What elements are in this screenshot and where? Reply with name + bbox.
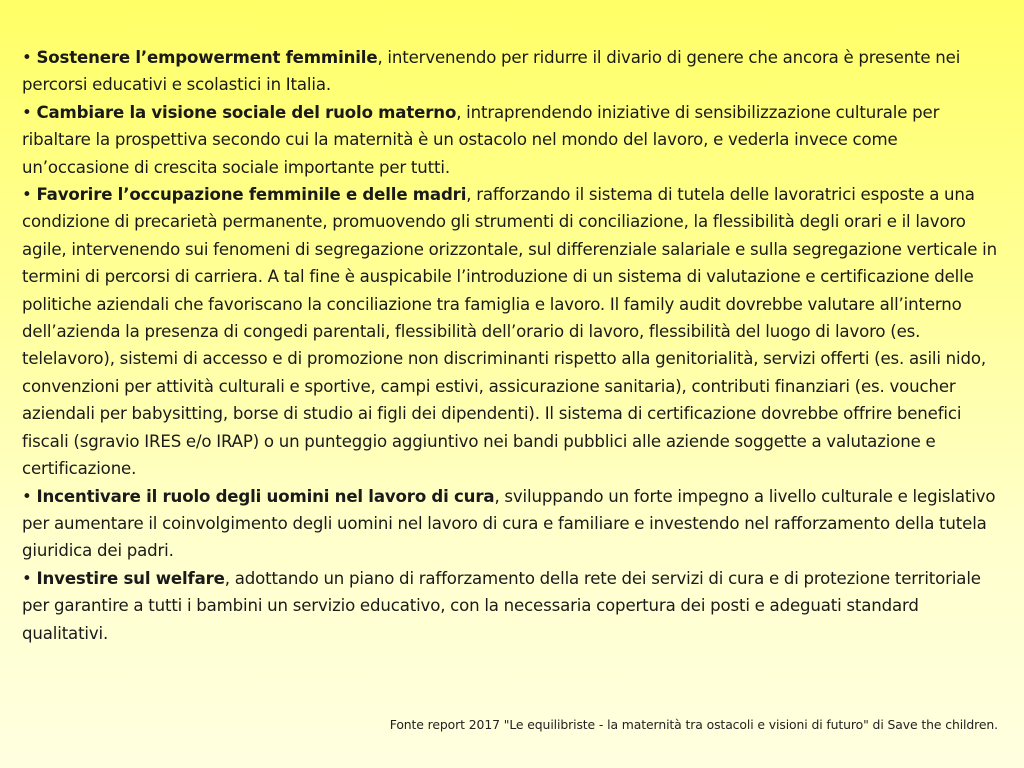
- source-citation: Fonte report 2017 "Le equilibriste - la maternità tra ostacoli e visioni di futuro" di Save the children.: [389, 717, 998, 732]
- bullet-item: [22, 181, 1007, 482]
- bullet-title: Investire sul welfare: [36, 568, 225, 588]
- bullet-item: [22, 44, 1007, 99]
- bullet-item: [22, 483, 1007, 565]
- bullet-marker: •: [22, 102, 32, 122]
- slide-body: [22, 44, 1007, 647]
- bullet-marker: •: [22, 568, 32, 588]
- bullet-marker: •: [22, 185, 32, 205]
- bullet-text: , intervenendo per ridurre il divario di genere che ancora è presente nei percorsi educativi e scolastici in Italia.: [22, 48, 961, 95]
- bullet-text: , adottando un piano di rafforzamento della rete dei servizi di cura e di protezione territoriale per garantire a tutti i bambini un servizio educativo, con la necessaria copertura dei posti e adeguati standard qualitativi.: [22, 568, 981, 643]
- bullet-marker: •: [22, 48, 32, 67]
- bullet-title: Incentivare il ruolo degli uomini nel lavoro di cura: [36, 486, 495, 506]
- bullet-marker: •: [22, 486, 32, 506]
- bullet-title: Favorire l’occupazione femminile e delle madri: [36, 185, 467, 205]
- bullet-title: Cambiare la visione sociale del ruolo materno: [36, 102, 457, 122]
- bullet-item: [22, 99, 1007, 181]
- bullet-item: [22, 565, 1007, 647]
- bullet-title: Sostenere l’empowerment femminile: [36, 48, 378, 67]
- bullet-text: , sviluppando un forte impegno a livello culturale e legislativo per aumentare il coinvolgimento degli uomini nel lavoro di cura e familiare e investendo nel rafforzamento della tutela giuridica dei padri.: [22, 486, 996, 561]
- bullet-text: , intraprendendo iniziative di sensibilizzazione culturale per ribaltare la prospettiva secondo cui la maternità è un ostacolo nel mondo del lavoro, e vederla invece come un’occasione di crescita sociale importante per tutti.: [22, 102, 940, 177]
- bullet-text: , rafforzando il sistema di tutela delle lavoratrici esposte a una condizione di precarietà permanente, promuovendo gli strumenti di conciliazione, la flessibilità degli orari e il lavoro agile, intervenendo sui fenomeni di segregazione orizzontale, sul differenziale salariale e sulla segregazione verticale in termini di percorsi di carriera. A tal fine è auspicabile l’introduzione di un sistema di valutazione e certificazione delle politiche aziendali che favoriscano la conciliazione tra famiglia e lavoro. Il family audit dovrebbe valutare all’interno dell’azienda la presenza di congedi parentali, flessibilità dell’orario di lavoro, flessibilità del luogo di lavoro (es. telelavoro), sistemi di accesso e di promozione non discriminanti rispetto alla genitorialità, servizi offerti (es. asili nido, convenzioni per attività culturali e sportive, campi estivi, assicurazione sanitaria), contributi finanziari (es. voucher aziendali per babysitting, borse di studio ai figli dei dipendenti). Il sistema di certificazione dovrebbe offrire benefici fiscali (sgravio IRES e/o IRAP) o un punteggio aggiuntivo nei bandi pubblici alle aziende soggette a valutazione e certificazione.: [22, 185, 997, 479]
